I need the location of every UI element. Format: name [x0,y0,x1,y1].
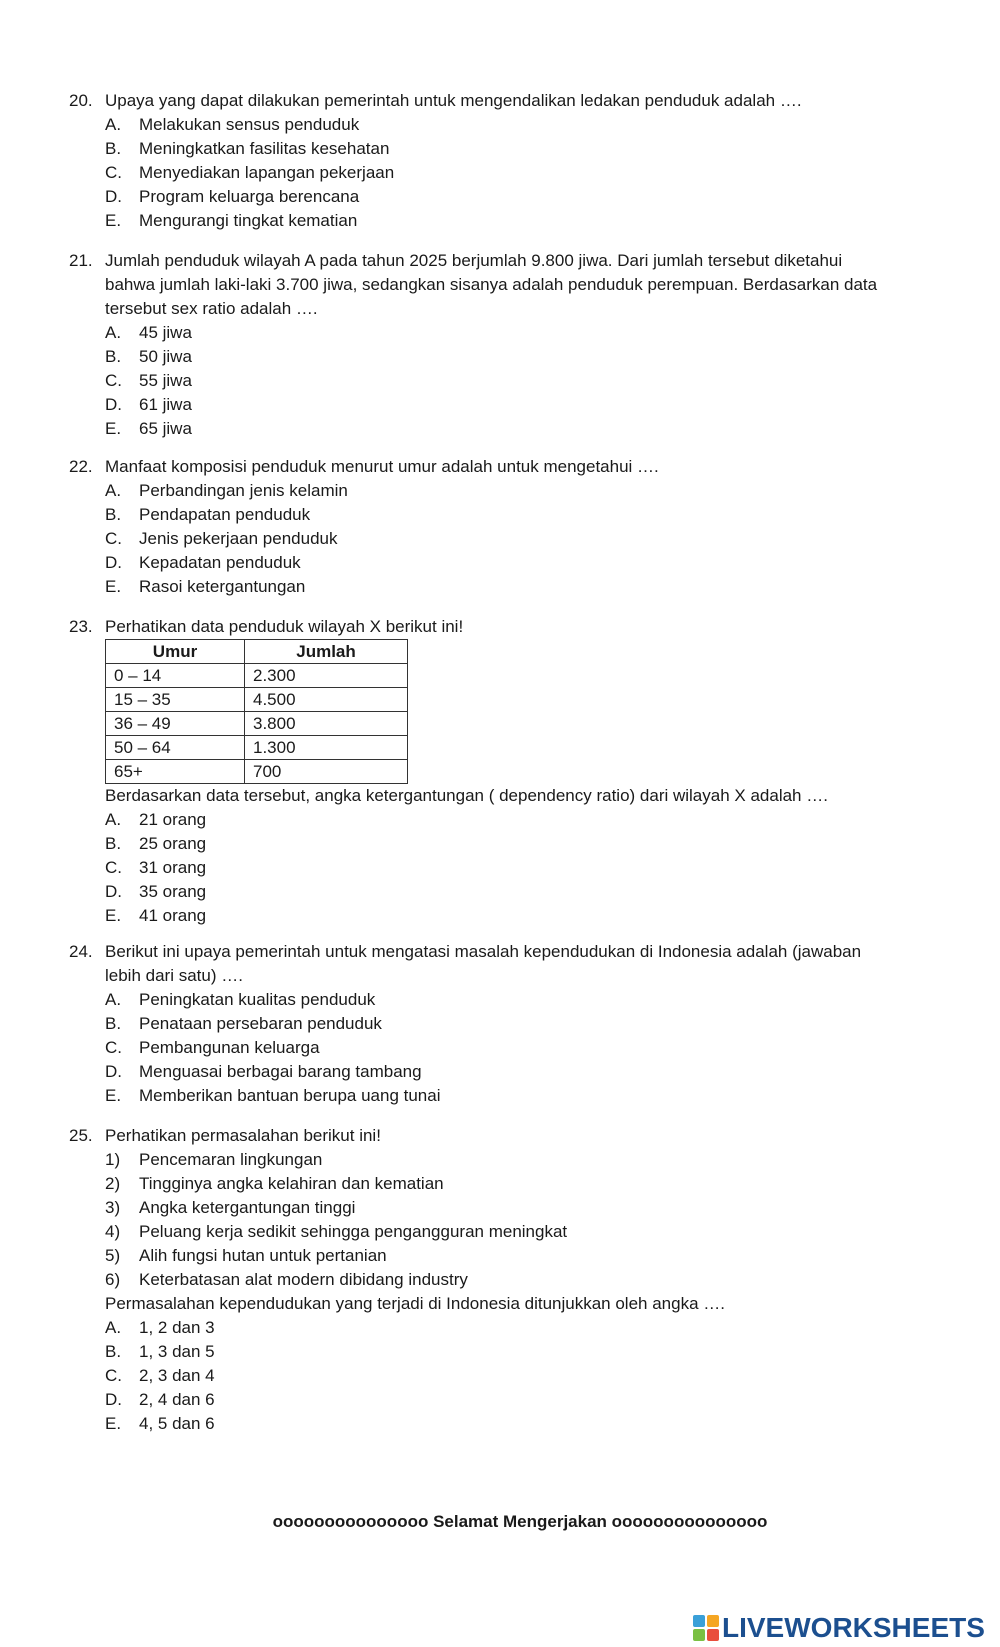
table-header-cell: Jumlah [245,640,408,664]
option-label: B. [105,347,122,366]
question-stem: Upaya yang dapat dilakukan pemerintah untuk mengendalikan ledakan penduduk adalah …. [105,91,802,110]
question-block [0,1124,1000,1436]
closing-message: ooooooooooooooo Selamat Mengerjakan ooooooooooooooo [272,1512,768,1531]
table-cell: 4.500 [245,688,408,712]
option-label: A. [105,810,122,829]
option-label: C. [105,1366,122,1385]
option-text: Menguasai berbagai barang tambang [139,1062,422,1081]
table-cell: 1.300 [245,736,408,760]
option-label: C. [105,529,122,548]
answer-option[interactable] [0,1012,1000,1036]
option-text: 55 jiwa [139,371,192,390]
table-cell: 15 – 35 [106,688,245,712]
answer-option[interactable] [0,1388,1000,1412]
option-text: Perbandingan jenis kelamin [139,481,348,500]
question-stem: Perhatikan data penduduk wilayah X berikut ini! [105,617,464,636]
option-label: A. [105,990,122,1009]
statement-number: 3) [105,1198,121,1217]
statement-item [0,1148,1000,1172]
option-label: D. [105,187,122,206]
question-stem: tersebut sex ratio adalah …. [105,299,318,318]
question-prompt-text: Berdasarkan data tersebut, angka ketergantungan ( dependency ratio) dari wilayah X adalah …. [105,786,828,805]
option-text: Melakukan sensus penduduk [139,115,360,134]
option-label: D. [105,1062,122,1081]
question-stem: lebih dari satu) …. [105,966,243,985]
answer-option[interactable] [0,417,1000,441]
answer-option[interactable] [0,856,1000,880]
option-label: E. [105,1414,122,1433]
question-number: 23. [69,617,93,636]
option-text: Menyediakan lapangan pekerjaan [139,163,395,182]
answer-option[interactable] [0,575,1000,599]
option-label: E. [105,1086,122,1105]
option-label: A. [105,1318,122,1337]
option-text: 2, 3 dan 4 [139,1366,215,1385]
question-line [0,940,1000,964]
answer-option[interactable] [0,1060,1000,1084]
answer-option[interactable] [0,1084,1000,1108]
answer-option[interactable] [0,503,1000,527]
statement-item [0,1172,1000,1196]
option-text: 25 orang [139,834,207,853]
table-cell: 36 – 49 [106,712,245,736]
statement-text: Alih fungsi hutan untuk pertanian [139,1246,387,1265]
table-cell: 2.300 [245,664,408,688]
answer-option[interactable] [0,113,1000,137]
question-prompt [0,784,1000,808]
question-number: 25. [69,1126,93,1145]
option-label: C. [105,1038,122,1057]
statement-text: Angka ketergantungan tinggi [139,1198,356,1217]
answer-option[interactable] [0,808,1000,832]
answer-option[interactable] [0,904,1000,928]
option-text: Program keluarga berencana [139,187,360,206]
answer-option[interactable] [0,527,1000,551]
question-block [0,615,1000,928]
question-prompt [0,1292,1000,1316]
question-line [0,615,1000,639]
answer-option[interactable] [0,137,1000,161]
answer-option[interactable] [0,1364,1000,1388]
answer-option[interactable] [0,369,1000,393]
answer-option[interactable] [0,1412,1000,1436]
statement-item [0,1220,1000,1244]
question-number: 24. [69,942,93,961]
question-prompt-text: Permasalahan kependudukan yang terjadi di Indonesia ditunjukkan oleh angka …. [105,1294,725,1313]
statement-number: 4) [105,1222,121,1241]
answer-option[interactable] [0,1340,1000,1364]
table-header-cell: Umur [106,640,245,664]
option-label: C. [105,371,122,390]
answer-option[interactable] [0,321,1000,345]
option-text: Meningkatkan fasilitas kesehatan [139,139,390,158]
question-line [0,89,1000,113]
table-cell: 0 – 14 [106,664,245,688]
option-text: 21 orang [139,810,207,829]
table-row [106,712,408,736]
option-label: C. [105,163,122,182]
question-line [0,964,1000,988]
population-table [105,639,408,784]
statement-text: Keterbatasan alat modern dibidang industry [139,1270,468,1289]
option-text: Memberikan bantuan berupa uang tunai [139,1086,441,1105]
statement-item [0,1196,1000,1220]
statement-text: Peluang kerja sedikit sehingga pengangguran meningkat [139,1222,568,1241]
question-stem: Perhatikan permasalahan berikut ini! [105,1126,381,1145]
option-label: E. [105,577,122,596]
statement-number: 1) [105,1150,121,1169]
answer-option[interactable] [0,345,1000,369]
option-text: 1, 2 dan 3 [139,1318,215,1337]
table-cell: 65+ [106,760,245,784]
table-header-row [106,640,408,664]
table-cell: 3.800 [245,712,408,736]
answer-option[interactable] [0,988,1000,1012]
question-stem: Berikut ini upaya pemerintah untuk mengatasi masalah kependudukan di Indonesia adalah (jawaban [105,942,862,961]
option-text: 50 jiwa [139,347,192,366]
option-text: 61 jiwa [139,395,192,414]
table-cell: 50 – 64 [106,736,245,760]
question-block [0,455,1000,599]
question-stem: Manfaat komposisi penduduk menurut umur adalah untuk mengetahui …. [105,457,659,476]
answer-option[interactable] [0,880,1000,904]
option-label: D. [105,1390,122,1409]
answer-option[interactable] [0,832,1000,856]
option-label: A. [105,115,122,134]
option-text: Pendapatan penduduk [139,505,311,524]
question-line [0,1124,1000,1148]
brand-watermark [693,1612,985,1644]
answer-option[interactable] [0,1316,1000,1340]
answer-option[interactable] [0,551,1000,575]
statement-number: 2) [105,1174,121,1193]
question-block [0,89,1000,233]
statement-text: Tingginya angka kelahiran dan kematian [139,1174,444,1193]
question-stem: bahwa jumlah laki-laki 3.700 jiwa, sedangkan sisanya adalah penduduk perempuan. Berdasarkan data [105,275,878,294]
option-text: 31 orang [139,858,207,877]
liveworksheets-logo-icon [693,1615,719,1641]
answer-option[interactable] [0,161,1000,185]
table-row [106,760,408,784]
statement-number: 5) [105,1246,121,1265]
option-label: B. [105,139,122,158]
question-line [0,273,1000,297]
option-text: 41 orang [139,906,207,925]
option-label: D. [105,395,122,414]
table-cell: 700 [245,760,408,784]
option-text: Rasoi ketergantungan [139,577,306,596]
option-label: B. [105,1014,122,1033]
option-text: 35 orang [139,882,207,901]
question-block [0,249,1000,441]
answer-option[interactable] [0,393,1000,417]
option-label: A. [105,323,122,342]
statement-text: Pencemaran lingkungan [139,1150,323,1169]
answer-option[interactable] [0,185,1000,209]
question-number: 20. [69,91,93,110]
answer-option[interactable] [0,1036,1000,1060]
table-row [106,736,408,760]
option-text: Kepadatan penduduk [139,553,301,572]
option-label: E. [105,419,122,438]
option-label: B. [105,505,122,524]
option-text: 4, 5 dan 6 [139,1414,215,1433]
option-text: 45 jiwa [139,323,192,342]
brand-name: LIVEWORKSHEETS [722,1612,985,1643]
table-row [106,688,408,712]
option-label: C. [105,858,122,877]
question-number: 21. [69,251,93,270]
option-label: E. [105,906,122,925]
option-text: 1, 3 dan 5 [139,1342,215,1361]
answer-option[interactable] [0,209,1000,233]
option-label: A. [105,481,122,500]
option-text: Jenis pekerjaan penduduk [139,529,338,548]
statement-item [0,1244,1000,1268]
option-text: 65 jiwa [139,419,192,438]
option-text: 2, 4 dan 6 [139,1390,215,1409]
option-text: Penataan persebaran penduduk [139,1014,382,1033]
answer-option[interactable] [0,479,1000,503]
question-stem: Jumlah penduduk wilayah A pada tahun 2025 berjumlah 9.800 jiwa. Dari jumlah tersebut diketahui [105,251,843,270]
question-block [0,940,1000,1108]
question-line [0,297,1000,321]
table-row [106,664,408,688]
statement-number: 6) [105,1270,121,1289]
statement-item [0,1268,1000,1292]
option-label: E. [105,211,122,230]
option-text: Mengurangi tingkat kematian [139,211,358,230]
question-line [0,249,1000,273]
option-text: Pembangunan keluarga [139,1038,320,1057]
option-label: D. [105,553,122,572]
option-label: D. [105,882,122,901]
option-label: B. [105,1342,122,1361]
question-line [0,455,1000,479]
question-number: 22. [69,457,93,476]
option-label: B. [105,834,122,853]
option-text: Peningkatan kualitas penduduk [139,990,376,1009]
